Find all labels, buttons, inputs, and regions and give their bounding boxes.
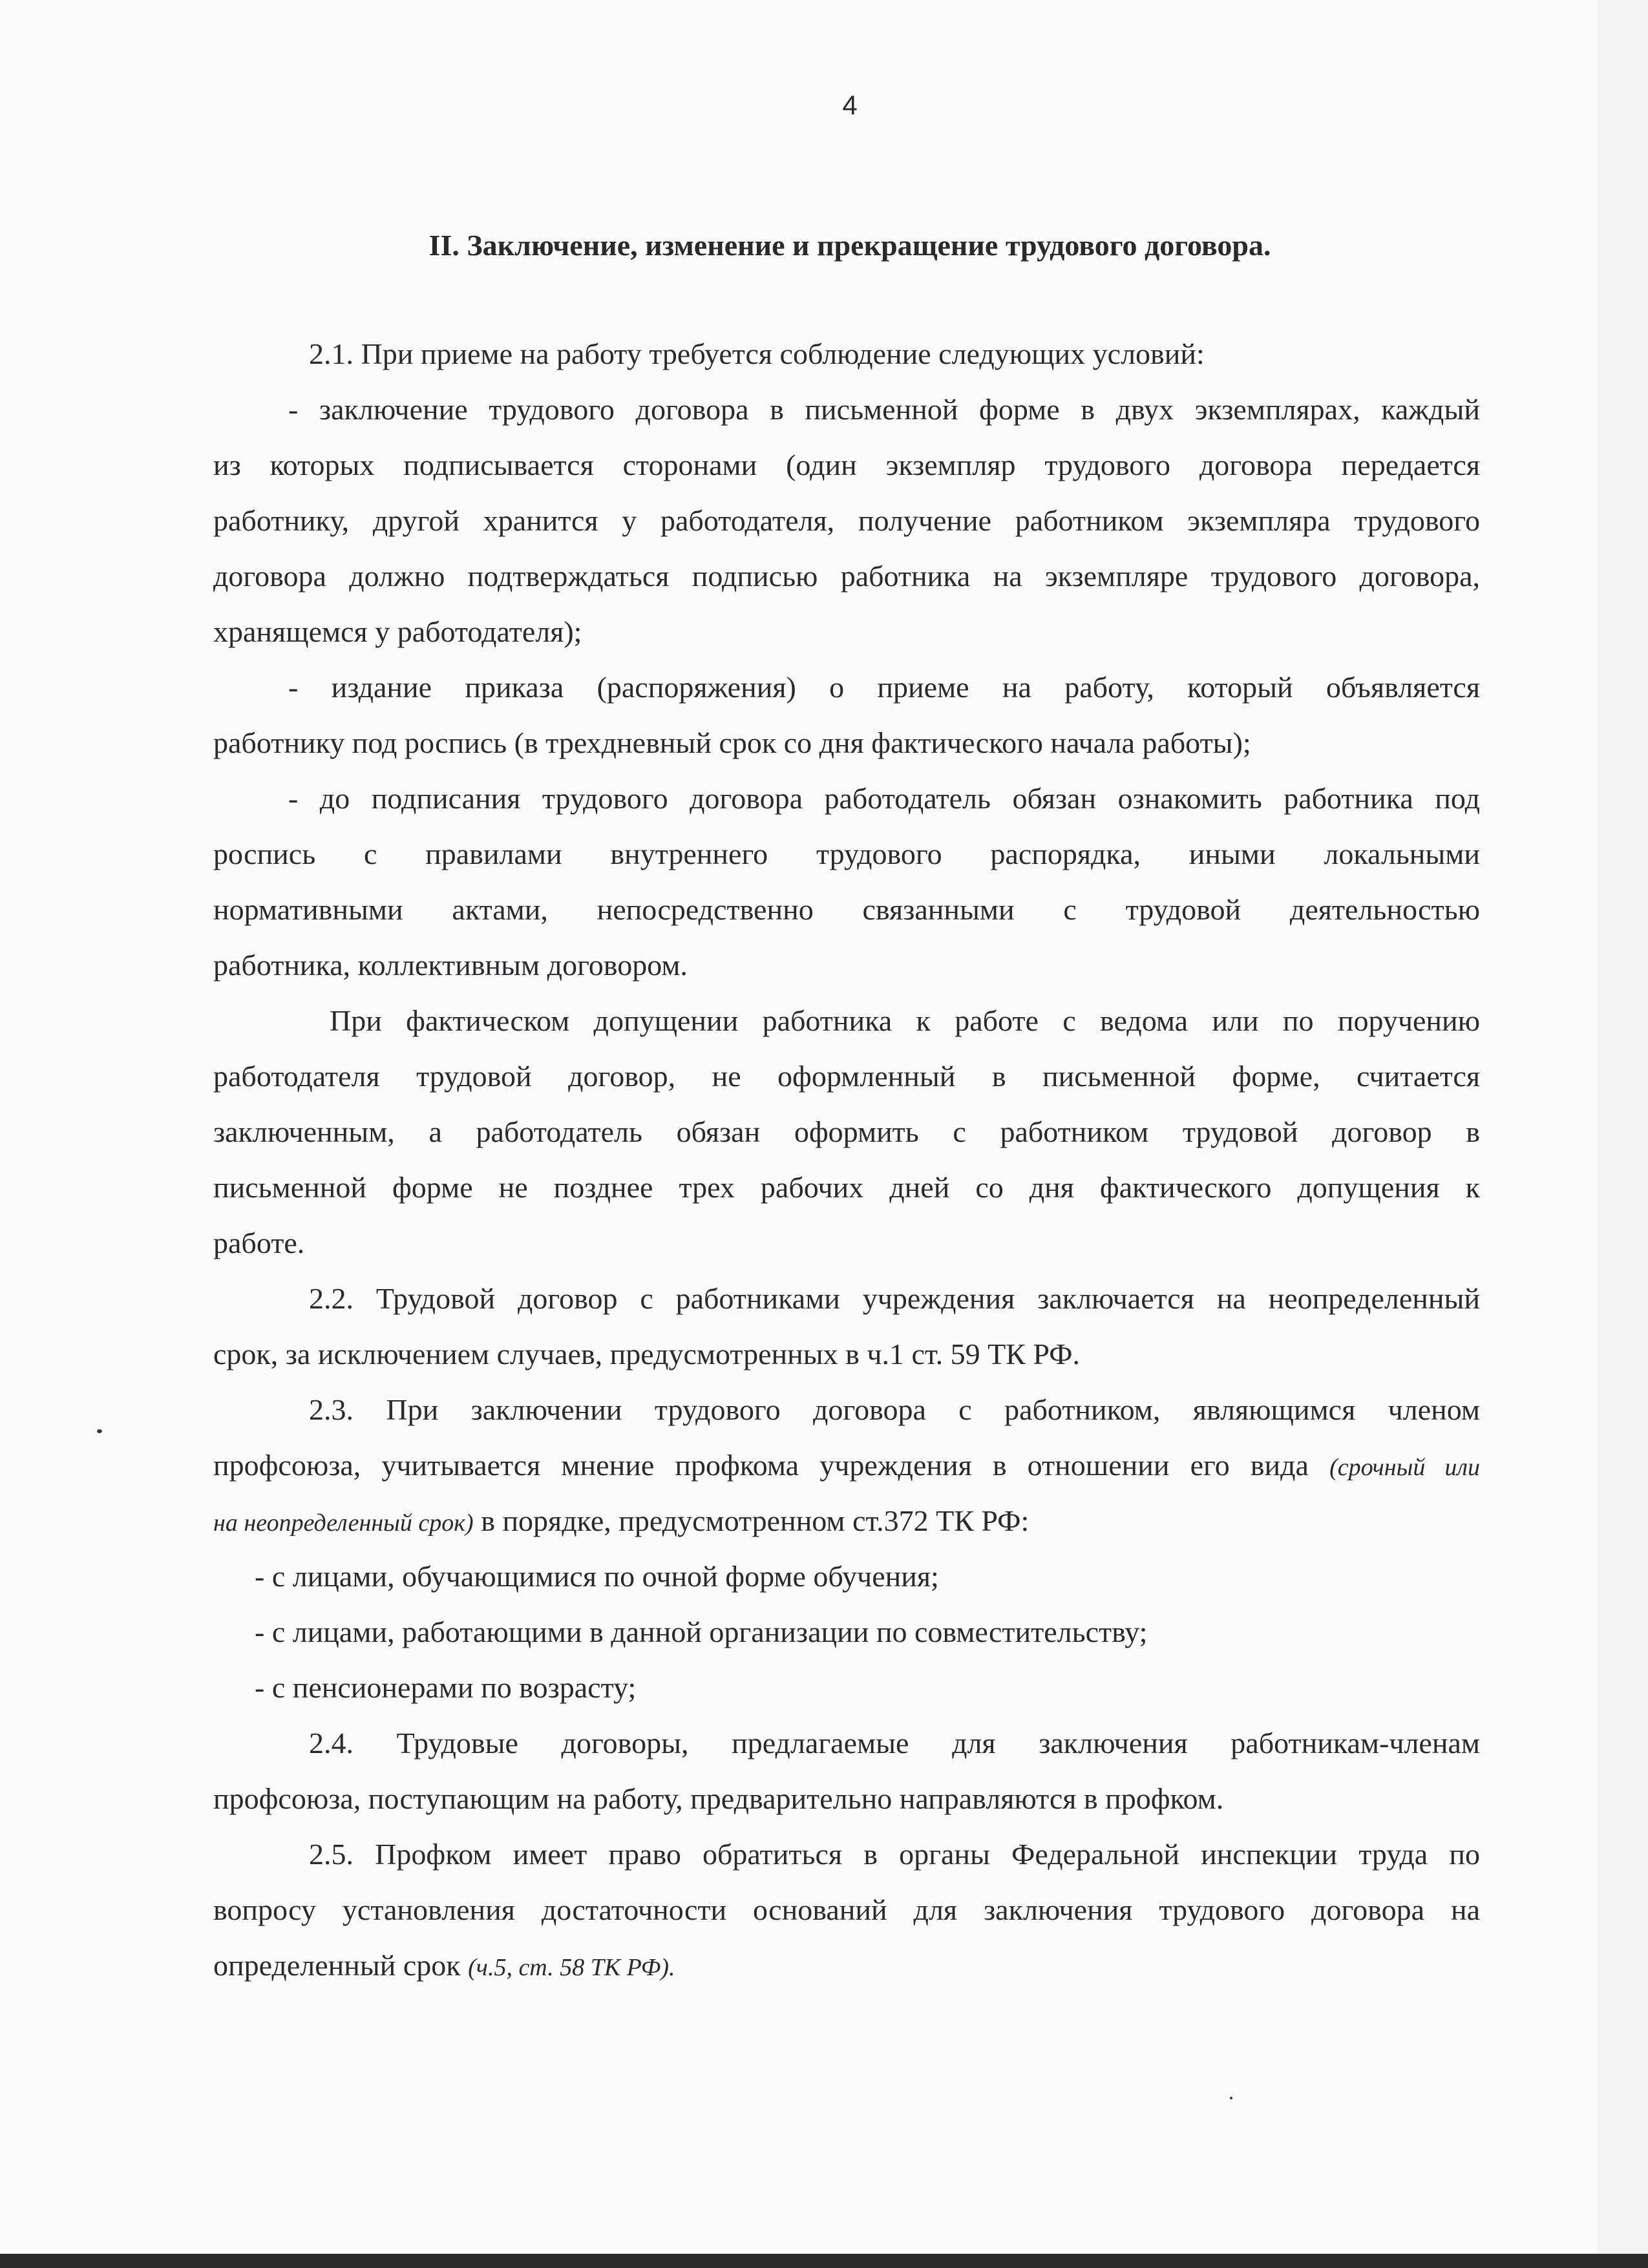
paragraph-2-2: 2.2. Трудовой договор с работниками учреждения заключается на неопределенный (309, 1282, 1480, 1315)
section-heading: II. Заключение, изменение и прекращение трудового договора. (428, 229, 1271, 262)
text-run: профсоюза, учитывается мнение профкома учреждения в отношении его вида (213, 1449, 1309, 1482)
text-line (213, 1503, 1480, 1541)
italic-note: (срочный или (1329, 1454, 1480, 1481)
text-line: При фактическом допущении работника к работе с ведома или по поручению (330, 1004, 1480, 1037)
text-line: работника, коллективным договором. (213, 949, 688, 982)
text-line: вопросу установления достаточности оснований для заключения трудового договора на (213, 1893, 1480, 1926)
text-line: хранящемся у работодателя); (213, 615, 582, 648)
text-line (213, 1447, 1480, 1486)
scan-edge-bottom (0, 2254, 1648, 2268)
text-line: - до подписания трудового договора работодатель обязан ознакомить работника под (288, 782, 1480, 815)
paragraph-2-3: 2.3. При заключении трудового договора с работником, являющимся членом (309, 1393, 1480, 1426)
text-line: - издание приказа (распоряжения) о приеме на работу, который объявляется (288, 671, 1480, 704)
text-line: работнику под роспись (в трехдневный срок со дня фактического начала работы); (213, 726, 1251, 759)
text-line: профсоюза, поступающим на работу, предварительно направляются в профком. (213, 1782, 1224, 1815)
text-line: письменной форме не позднее трех рабочих дней со дня фактического допущения к (213, 1171, 1480, 1204)
text-line: работодателя трудовой договор, не оформленный в письменной форме, считается (213, 1060, 1480, 1093)
paragraph-2-1-intro: 2.1. При приеме на работу требуется соблюдение следующих условий: (309, 337, 1205, 370)
scan-speck (97, 1429, 102, 1433)
scan-edge-right (1598, 0, 1648, 2254)
text-line: роспись с правилами внутреннего трудового распорядка, иными локальными (213, 837, 1480, 870)
text-line: срок, за исключением случаев, предусмотренных в ч.1 ст. 59 ТК РФ. (213, 1338, 1080, 1370)
text-line: - заключение трудового договора в письменной форме в двух экземплярах, каждый (288, 393, 1480, 426)
text-line: нормативными актами, непосредственно связанными с трудовой деятельностью (213, 893, 1480, 926)
list-item: - с лицами, работающими в данной организации по совместительству; (255, 1615, 1148, 1648)
italic-note: (ч.5, ст. 58 ТК РФ). (468, 1954, 675, 1981)
text-line (213, 1948, 1480, 1986)
text-line: из которых подписывается сторонами (один экземпляр трудового договора передается (213, 448, 1480, 481)
list-item: - с пенсионерами по возрасту; (255, 1671, 637, 1704)
text-run: в порядке, предусмотренном ст.372 ТК РФ: (473, 1504, 1030, 1537)
paragraph-2-5: 2.5. Профком имеет право обратиться в органы Федеральной инспекции труда по (309, 1838, 1480, 1871)
text-line: заключенным, а работодатель обязан оформить с работником трудовой договор в (213, 1115, 1480, 1148)
list-item: - с лицами, обучающимися по очной форме обучения; (255, 1560, 939, 1593)
paragraph-2-4: 2.4. Трудовые договоры, предлагаемые для заключения работникам-членам (309, 1727, 1480, 1759)
text-line: работнику, другой хранится у работодателя, получение работником экземпляра трудового (213, 504, 1480, 537)
page-number: 4 (842, 90, 858, 120)
text-line: договора должно подтверждаться подписью работника на экземпляре трудового договора, (213, 560, 1480, 593)
text-run: определенный срок (213, 1949, 469, 1982)
text-line: работе. (213, 1226, 305, 1259)
scan-speck (1230, 2097, 1232, 2099)
italic-note: на неопределенный срок) (213, 1509, 474, 1537)
